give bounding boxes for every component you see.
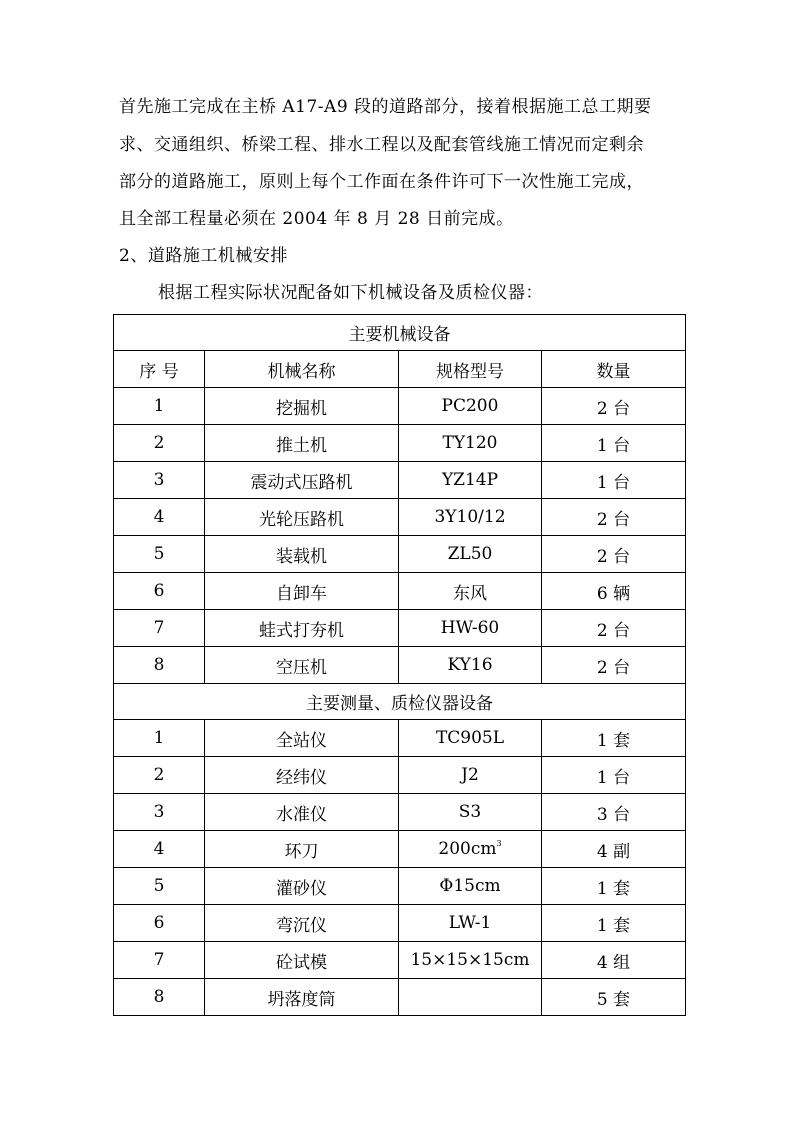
cell-name-text: 环刀 — [284, 841, 319, 862]
cell-qty-text: 4 副 — [596, 841, 631, 862]
cell-qty — [542, 942, 686, 979]
cell-no — [114, 536, 205, 573]
cell-name-text: 经纬仪 — [276, 767, 327, 788]
cell-qty — [542, 794, 686, 831]
cell-no — [114, 462, 205, 499]
cell-name — [205, 499, 399, 536]
cell-model-text: 200cm — [438, 839, 497, 859]
cell-name — [205, 573, 399, 610]
cell-no-text: 1 — [153, 396, 165, 416]
header-qty: 数量 — [542, 351, 686, 388]
cell-name — [205, 462, 399, 499]
cell-name-text: 弯沉仪 — [276, 915, 327, 936]
section-title-machines: 主要机械设备 — [114, 315, 686, 351]
cell-name — [205, 720, 399, 757]
table-intro: 根据工程实际状况配备如下机械设备及质检仪器： — [158, 283, 543, 303]
cell-no — [114, 905, 205, 942]
cell-qty-text: 4 组 — [596, 952, 631, 973]
cell-model-text: S3 — [458, 802, 482, 822]
section-heading: 2、道路施工机械安排 — [119, 246, 288, 266]
cell-qty — [542, 610, 686, 647]
cell-no-text: 5 — [153, 876, 165, 896]
cell-model — [399, 573, 542, 610]
cell-name-text: 坍落度筒 — [267, 989, 336, 1010]
cell-name-text: 光轮压路机 — [259, 509, 344, 530]
cell-model — [399, 757, 542, 794]
cell-model-text: 东风 — [453, 583, 487, 604]
intro-line-1: 首先施工完成在主桥 A17-A9 段的道路部分，接着根据施工总工期要 — [119, 97, 652, 117]
cell-name — [205, 536, 399, 573]
table-row — [114, 536, 686, 573]
cell-model — [399, 462, 542, 499]
cell-name-text: 砼试模 — [276, 952, 327, 973]
header-name: 机械名称 — [205, 351, 399, 388]
table-row — [114, 831, 686, 868]
cell-no-text: 6 — [153, 913, 165, 933]
cell-no — [114, 757, 205, 794]
cell-name — [205, 610, 399, 647]
cell-no — [114, 868, 205, 905]
equipment-table — [113, 314, 686, 1016]
cell-name-text: 全站仪 — [276, 730, 327, 751]
cell-model — [399, 647, 542, 684]
header-no: 序 号 — [114, 351, 205, 388]
cell-model — [399, 720, 542, 757]
cell-model-text: YZ14P — [441, 470, 499, 490]
cell-qty-text: 1 套 — [596, 730, 631, 751]
cell-name-text: 灌砂仪 — [276, 878, 327, 899]
section-row-instruments — [114, 684, 686, 720]
cell-qty — [542, 499, 686, 536]
cell-no-text: 3 — [153, 802, 165, 822]
cell-name-text: 推土机 — [276, 435, 327, 456]
cell-model-text: KY16 — [447, 655, 493, 675]
cell-name-text: 挖掘机 — [276, 398, 327, 419]
cell-qty-text: 2 台 — [596, 546, 631, 567]
cell-no — [114, 942, 205, 979]
cell-name-text: 自卸车 — [276, 583, 327, 604]
cell-no-text: 7 — [153, 950, 165, 970]
cell-no-text: 4 — [153, 507, 165, 527]
cell-qty-text: 1 台 — [596, 472, 631, 493]
cell-qty — [542, 720, 686, 757]
cell-no-text: 2 — [153, 433, 165, 453]
cell-model-text: TY120 — [442, 433, 498, 453]
cell-model-text: PC200 — [441, 396, 499, 416]
cell-name-text: 震动式压路机 — [250, 472, 353, 493]
cell-name — [205, 942, 399, 979]
cell-qty — [542, 905, 686, 942]
unit-superscript: 3 — [496, 839, 502, 848]
table-row — [114, 610, 686, 647]
cell-name — [205, 388, 399, 425]
cell-qty-text: 1 套 — [596, 915, 631, 936]
cell-name-text: 空压机 — [276, 657, 327, 678]
cell-qty-text: 6 辆 — [596, 583, 631, 604]
cell-qty-text: 1 套 — [596, 878, 631, 899]
table-row — [114, 757, 686, 794]
table-row — [114, 905, 686, 942]
cell-qty — [542, 573, 686, 610]
cell-model — [399, 942, 542, 979]
cell-no — [114, 647, 205, 684]
cell-no-text: 2 — [153, 765, 165, 785]
cell-model — [399, 868, 542, 905]
cell-name-text: 蛙式打夯机 — [259, 620, 344, 641]
cell-no-text: 8 — [153, 655, 165, 675]
table-row — [114, 499, 686, 536]
cell-name — [205, 425, 399, 462]
cell-no — [114, 610, 205, 647]
cell-no — [114, 499, 205, 536]
cell-model — [399, 979, 542, 1016]
cell-model — [399, 831, 542, 868]
cell-model — [399, 499, 542, 536]
cell-name — [205, 794, 399, 831]
cell-model — [399, 905, 542, 942]
cell-model-text: TC905L — [435, 728, 505, 748]
cell-name-text: 水准仪 — [276, 804, 327, 825]
section-title-instruments: 主要测量、质检仪器设备 — [114, 684, 686, 720]
cell-qty-text: 2 台 — [596, 509, 631, 530]
cell-no-text: 3 — [153, 470, 165, 490]
cell-qty — [542, 536, 686, 573]
table-row — [114, 647, 686, 684]
cell-no — [114, 425, 205, 462]
cell-no-text: 5 — [153, 544, 165, 564]
cell-model-text: J2 — [461, 765, 479, 785]
header-row — [114, 351, 686, 388]
cell-name — [205, 647, 399, 684]
equipment-table-body — [114, 315, 686, 1016]
cell-qty — [542, 868, 686, 905]
cell-model-text: 15×15×15cm — [410, 950, 530, 970]
cell-qty — [542, 757, 686, 794]
cell-model-text: ZL50 — [447, 544, 493, 564]
cell-qty — [542, 462, 686, 499]
cell-name — [205, 905, 399, 942]
table-row — [114, 794, 686, 831]
cell-name — [205, 979, 399, 1016]
cell-qty-text: 2 台 — [596, 620, 631, 641]
cell-no — [114, 979, 205, 1016]
cell-qty-text: 3 台 — [596, 804, 631, 825]
table-row — [114, 942, 686, 979]
cell-model-text: 3Y10/12 — [434, 507, 506, 527]
cell-no-text: 4 — [153, 839, 165, 859]
table-row — [114, 868, 686, 905]
cell-no-text: 8 — [153, 987, 165, 1007]
cell-no — [114, 573, 205, 610]
table-row — [114, 573, 686, 610]
cell-no — [114, 794, 205, 831]
table-row — [114, 720, 686, 757]
table-row — [114, 388, 686, 425]
cell-model-text: HW-60 — [440, 618, 500, 638]
cell-name-text: 装载机 — [276, 546, 327, 567]
cell-no-text: 1 — [153, 728, 165, 748]
cell-model-text: Φ15cm — [439, 876, 501, 896]
intro-line-3: 部分的道路施工，原则上每个工作面在条件许可下一次性施工完成， — [119, 172, 644, 192]
cell-no — [114, 720, 205, 757]
table-row — [114, 462, 686, 499]
cell-qty — [542, 388, 686, 425]
cell-qty — [542, 647, 686, 684]
cell-model — [399, 536, 542, 573]
cell-name — [205, 831, 399, 868]
cell-no — [114, 831, 205, 868]
cell-qty-text: 1 台 — [596, 435, 631, 456]
cell-qty — [542, 979, 686, 1016]
cell-qty-text: 5 套 — [596, 989, 631, 1010]
cell-qty-text: 2 台 — [596, 398, 631, 419]
table-row — [114, 979, 686, 1016]
cell-model — [399, 388, 542, 425]
cell-model — [399, 425, 542, 462]
cell-qty-text: 2 台 — [596, 657, 631, 678]
section-row-machines — [114, 315, 686, 351]
cell-qty-text: 1 台 — [596, 767, 631, 788]
cell-qty — [542, 831, 686, 868]
intro-line-2: 求、交通组织、桥梁工程、排水工程以及配套管线施工情况而定剩余 — [119, 135, 644, 155]
cell-qty — [542, 425, 686, 462]
cell-no — [114, 388, 205, 425]
cell-model — [399, 610, 542, 647]
intro-line-4: 且全部工程量必须在 2004 年 8 月 28 日前完成。 — [119, 209, 514, 229]
cell-model — [399, 794, 542, 831]
cell-no-text: 6 — [153, 581, 165, 601]
cell-model-text: LW-1 — [448, 913, 492, 933]
cell-name — [205, 868, 399, 905]
table-row — [114, 425, 686, 462]
cell-no-text: 7 — [153, 618, 165, 638]
header-model: 规格型号 — [399, 351, 542, 388]
cell-name — [205, 757, 399, 794]
